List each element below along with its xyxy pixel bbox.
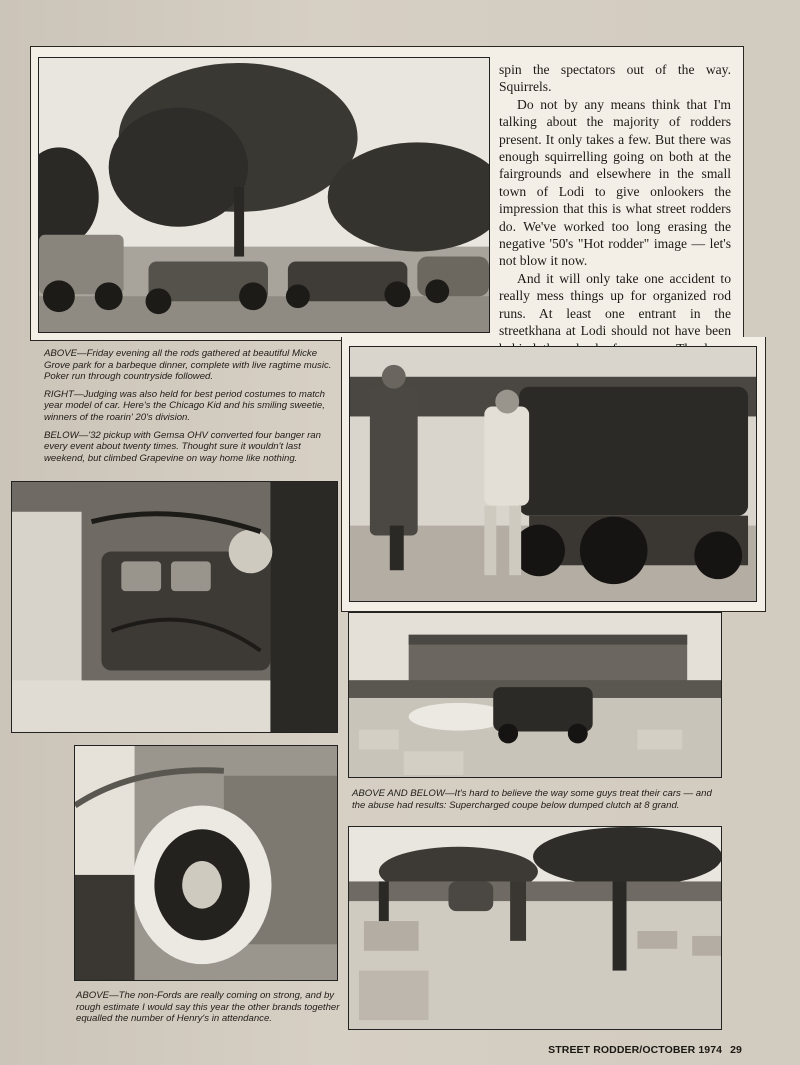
page-footer	[548, 1044, 742, 1056]
caption-park: ABOVE—Friday evening all the rods gathered at beautiful Micke Grove park for a barbeque dinner, complete with live ragtime music. Poker run through countryside followed.	[44, 348, 332, 383]
article-body	[499, 61, 731, 374]
caption-nonfords-text: ABOVE—The non-Fords are really coming on strong, and by rough estimate I would say this year the other brands together equalled the number of Henry's in attendance.	[76, 990, 340, 1025]
engine-bay-photo	[11, 481, 338, 733]
caption-abuse-text: ABOVE AND BELOW—It's hard to believe the way some guys treat their cars — and the abuse had results: Supercharged coupe below dumped clutch at 8 grand.	[352, 788, 712, 811]
magazine-issue: STREET RODDER/OCTOBER 1974	[548, 1044, 723, 1056]
caption-pickup: BELOW—'32 pickup with Gemsa OHV converted four banger ran every event about twenty times. Thought sure it wouldn't last weekend, but climbed Grapevine on way home like nothing.	[44, 429, 321, 464]
caption-group-left	[44, 348, 339, 470]
caption-abuse	[352, 788, 724, 817]
article-paragraph: Do not by any means think that I'm talking about the majority of rodders present. It only takes a few. But there was enough squirrelling going on both at the fairgrounds and elsewhere in the small town of Lodi to give onlookers the impression that this is what street rodders do. We've worked too long erasing the negative '50's "Hot rodder" image — let's not blow it now.	[499, 96, 731, 269]
article-paragraph: spin the spectators out of the way. Squirrels.	[499, 62, 731, 95]
article-paragraph: And it will only take one accident to really mess things up for organized rod runs. At least one entrant in the streetkhana at Lodi should not have been	[499, 270, 731, 339]
caption-nonfords	[76, 990, 340, 1031]
caption-costume: RIGHT—Judging was also held for best period costumes to match year model of car. Here's the Chicago Kid and his smiling sweetie, winners of the roarin' 20's division.	[44, 388, 326, 423]
streetkhana-course-photo	[348, 826, 722, 1030]
coupe-action-photo	[348, 612, 722, 778]
park-gathering-photo	[38, 57, 490, 333]
non-ford-fender-photo	[74, 745, 338, 981]
costume-winners-photo	[349, 346, 757, 602]
page-number: 29	[730, 1044, 742, 1056]
